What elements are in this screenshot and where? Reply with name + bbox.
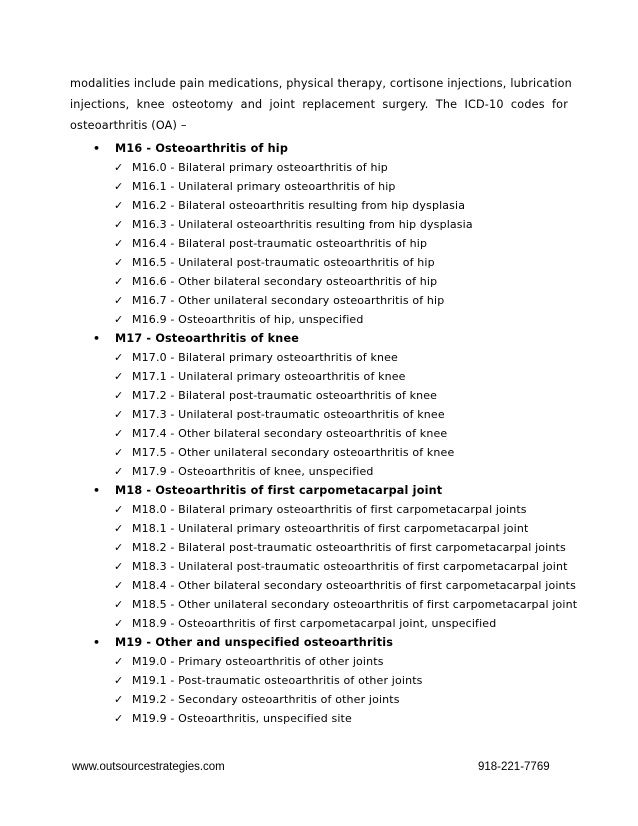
checkmark-icon: ✓ [114, 180, 124, 193]
checkmark-icon: ✓ [114, 617, 124, 630]
list-item [0, 595, 638, 614]
list-item [0, 614, 638, 633]
checkmark-icon: ✓ [114, 275, 124, 288]
checkmark-icon: ✓ [114, 370, 124, 383]
bullet-icon: • [93, 142, 101, 155]
list-item [0, 386, 638, 405]
list-item [0, 671, 638, 690]
list-item [0, 690, 638, 709]
list-item [0, 234, 638, 253]
item-text: M16.2 - Bilateral osteoarthritis resulting from hip dysplasia [132, 199, 466, 212]
item-text: M18.1 - Unilateral primary osteoarthritis of first carpometacarpal joint [132, 522, 529, 535]
item-text: M16.6 - Other bilateral secondary osteoarthritis of hip [132, 275, 438, 288]
item-text: M17.0 - Bilateral primary osteoarthritis of knee [132, 351, 398, 364]
intro-line: modalities include pain medications, physical therapy, cortisone injections, lubrication [70, 77, 572, 90]
intro-line: osteoarthritis (OA) – [70, 119, 187, 132]
checkmark-icon: ✓ [114, 693, 124, 706]
icd-code-list [0, 139, 638, 728]
bullet-icon: • [93, 484, 101, 497]
checkmark-icon: ✓ [114, 674, 124, 687]
section-heading [0, 481, 638, 500]
section-title: M18 - Osteoarthritis of first carpometacarpal joint [115, 484, 443, 497]
section-heading [0, 633, 638, 652]
checkmark-icon: ✓ [114, 218, 124, 231]
list-item [0, 500, 638, 519]
item-text: M17.9 - Osteoarthritis of knee, unspecified [132, 465, 374, 478]
checkmark-icon: ✓ [114, 161, 124, 174]
item-text: M18.9 - Osteoarthritis of first carpometacarpal joint, unspecified [132, 617, 497, 630]
list-item [0, 462, 638, 481]
list-item [0, 652, 638, 671]
list-item [0, 424, 638, 443]
checkmark-icon: ✓ [114, 465, 124, 478]
checkmark-icon: ✓ [114, 351, 124, 364]
footer-phone: 918-221-7769 [478, 761, 550, 773]
intro-line: injections, knee osteotomy and joint replacement surgery. The ICD-10 codes for [70, 98, 568, 111]
item-text: M16.4 - Bilateral post-traumatic osteoarthritis of hip [132, 237, 428, 250]
section-heading [0, 329, 638, 348]
list-item [0, 443, 638, 462]
item-text: M17.4 - Other bilateral secondary osteoarthritis of knee [132, 427, 448, 440]
item-text: M16.1 - Unilateral primary osteoarthritis of hip [132, 180, 396, 193]
checkmark-icon: ✓ [114, 598, 124, 611]
item-text: M16.3 - Unilateral osteoarthritis resulting from hip dysplasia [132, 218, 473, 231]
bullet-icon: • [93, 332, 101, 345]
item-text: M19.2 - Secondary osteoarthritis of other joints [132, 693, 400, 706]
list-item [0, 576, 638, 595]
list-item [0, 196, 638, 215]
checkmark-icon: ✓ [114, 503, 124, 516]
list-item [0, 177, 638, 196]
checkmark-icon: ✓ [114, 655, 124, 668]
item-text: M17.5 - Other unilateral secondary osteoarthritis of knee [132, 446, 455, 459]
list-item [0, 557, 638, 576]
list-item [0, 272, 638, 291]
list-item [0, 348, 638, 367]
list-item [0, 215, 638, 234]
list-item [0, 310, 638, 329]
item-text: M16.7 - Other unilateral secondary osteoarthritis of hip [132, 294, 445, 307]
checkmark-icon: ✓ [114, 313, 124, 326]
checkmark-icon: ✓ [114, 408, 124, 421]
bullet-icon: • [93, 636, 101, 649]
item-text: M16.9 - Osteoarthritis of hip, unspecified [132, 313, 364, 326]
footer-website: www.outsourcestrategies.com [72, 761, 225, 773]
section-heading [0, 139, 638, 158]
intro-paragraph [70, 73, 572, 136]
checkmark-icon: ✓ [114, 446, 124, 459]
checkmark-icon: ✓ [114, 579, 124, 592]
item-text: M19.1 - Post-traumatic osteoarthritis of other joints [132, 674, 423, 687]
section-title: M16 - Osteoarthritis of hip [115, 142, 289, 155]
item-text: M19.9 - Osteoarthritis, unspecified site [132, 712, 352, 725]
item-text: M18.5 - Other unilateral secondary osteoarthritis of first carpometacarpal joint [132, 598, 578, 611]
list-item [0, 709, 638, 728]
list-item [0, 538, 638, 557]
list-item [0, 367, 638, 386]
checkmark-icon: ✓ [114, 522, 124, 535]
checkmark-icon: ✓ [114, 256, 124, 269]
list-item [0, 158, 638, 177]
list-item [0, 253, 638, 272]
checkmark-icon: ✓ [114, 427, 124, 440]
item-text: M16.5 - Unilateral post-traumatic osteoarthritis of hip [132, 256, 435, 269]
checkmark-icon: ✓ [114, 541, 124, 554]
item-text: M19.0 - Primary osteoarthritis of other joints [132, 655, 384, 668]
item-text: M18.2 - Bilateral post-traumatic osteoarthritis of first carpometacarpal joints [132, 541, 566, 554]
item-text: M18.4 - Other bilateral secondary osteoarthritis of first carpometacarpal joints [132, 579, 576, 592]
item-text: M17.1 - Unilateral primary osteoarthritis of knee [132, 370, 406, 383]
checkmark-icon: ✓ [114, 294, 124, 307]
item-text: M17.3 - Unilateral post-traumatic osteoarthritis of knee [132, 408, 445, 421]
item-text: M18.0 - Bilateral primary osteoarthritis of first carpometacarpal joints [132, 503, 527, 516]
item-text: M18.3 - Unilateral post-traumatic osteoarthritis of first carpometacarpal joint [132, 560, 568, 573]
checkmark-icon: ✓ [114, 560, 124, 573]
checkmark-icon: ✓ [114, 712, 124, 725]
checkmark-icon: ✓ [114, 199, 124, 212]
item-text: M17.2 - Bilateral post-traumatic osteoarthritis of knee [132, 389, 438, 402]
list-item [0, 291, 638, 310]
list-item [0, 405, 638, 424]
list-item [0, 519, 638, 538]
checkmark-icon: ✓ [114, 389, 124, 402]
section-title: M17 - Osteoarthritis of knee [115, 332, 300, 345]
checkmark-icon: ✓ [114, 237, 124, 250]
item-text: M16.0 - Bilateral primary osteoarthritis of hip [132, 161, 388, 174]
section-title: M19 - Other and unspecified osteoarthritis [115, 636, 394, 649]
